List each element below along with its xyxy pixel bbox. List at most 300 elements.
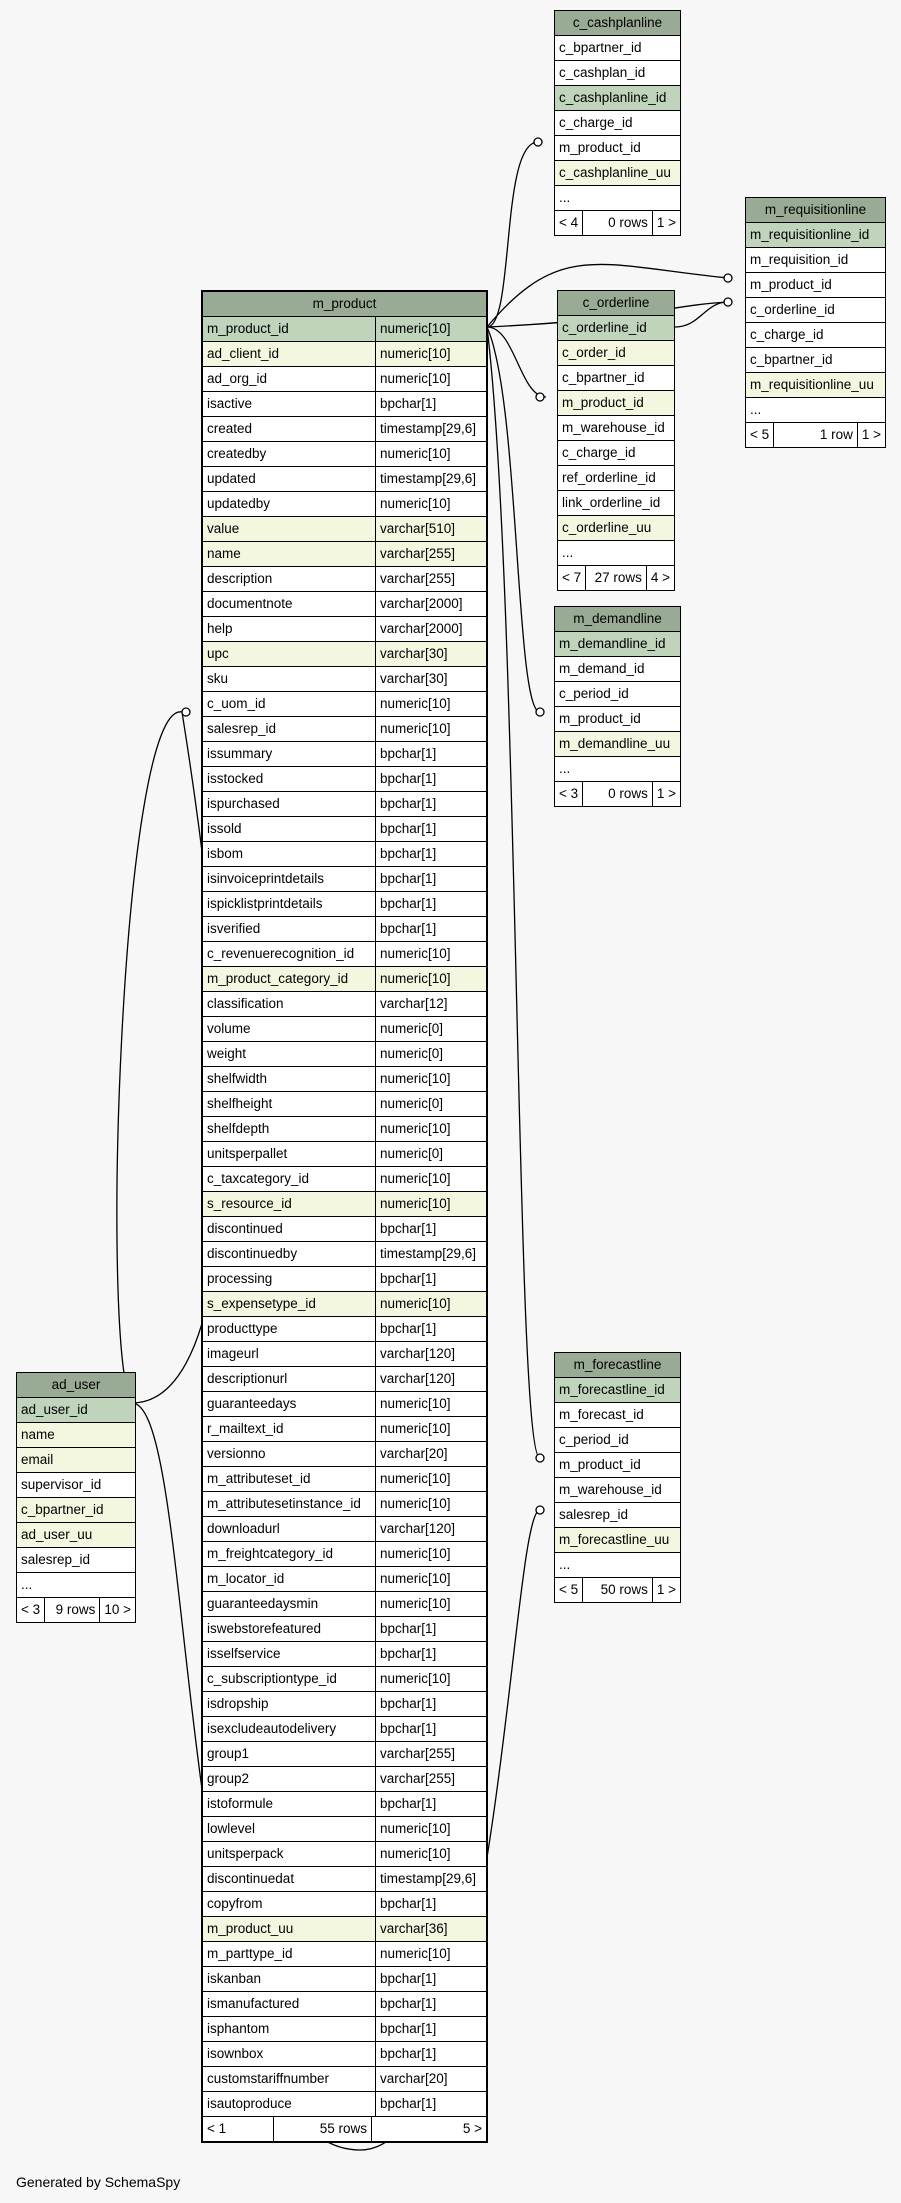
- column-row[interactable]: [203, 442, 486, 467]
- column-row[interactable]: [558, 391, 674, 416]
- column-name: r_mailtext_id: [203, 1417, 376, 1441]
- column-row[interactable]: [555, 707, 680, 732]
- column-list: [746, 223, 885, 423]
- column-name: name: [203, 542, 376, 566]
- column-row[interactable]: [555, 1453, 680, 1478]
- column-name: group2: [203, 1767, 376, 1791]
- column-row[interactable]: [555, 1378, 680, 1403]
- column-row[interactable]: [203, 567, 486, 592]
- column-type: numeric[10]: [380, 1946, 451, 1961]
- column-name: createdby: [203, 442, 376, 466]
- column-type: bpchar[1]: [380, 896, 437, 911]
- column-type: numeric[10]: [380, 971, 451, 986]
- column-type: numeric[10]: [380, 1846, 451, 1861]
- column-row[interactable]: [203, 2092, 486, 2117]
- children-link[interactable]: 5 >: [462, 2121, 482, 2136]
- column-name: guaranteedaysmin: [203, 1592, 376, 1616]
- column-name: m_product_id: [559, 711, 641, 726]
- column-type: varchar[20]: [380, 1446, 448, 1461]
- column-name: volume: [203, 1017, 376, 1041]
- column-name: issold: [203, 817, 376, 841]
- column-type: varchar[255]: [380, 1746, 456, 1761]
- column-row[interactable]: [203, 1092, 486, 1117]
- column-name: isautoproduce: [203, 2092, 376, 2116]
- column-type: bpchar[1]: [380, 2046, 437, 2061]
- column-name: ...: [559, 1557, 571, 1572]
- column-type: varchar[120]: [380, 1521, 456, 1536]
- column-name: c_orderline_uu: [562, 520, 652, 535]
- column-name: c_revenuerecognition_id: [203, 942, 376, 966]
- column-type: numeric[10]: [380, 321, 451, 336]
- column-row[interactable]: [203, 1617, 486, 1642]
- column-row[interactable]: [203, 1917, 486, 1942]
- column-row[interactable]: [203, 342, 486, 367]
- column-row[interactable]: [203, 692, 486, 717]
- column-name: c_subscriptiontype_id: [203, 1667, 376, 1691]
- column-row[interactable]: [555, 161, 680, 186]
- column-row[interactable]: [203, 1117, 486, 1142]
- column-row[interactable]: [203, 1242, 486, 1267]
- parents-link[interactable]: < 3: [555, 782, 583, 806]
- column-row[interactable]: [555, 136, 680, 161]
- column-type: bpchar[1]: [380, 2096, 437, 2111]
- column-row[interactable]: [203, 1167, 486, 1192]
- column-row[interactable]: [203, 792, 486, 817]
- column-type: varchar[120]: [380, 1346, 456, 1361]
- column-list: [203, 317, 486, 2117]
- column-row[interactable]: [555, 1478, 680, 1503]
- column-type: bpchar[1]: [380, 921, 437, 936]
- parents-link[interactable]: < 4: [555, 211, 583, 235]
- column-row[interactable]: [203, 1892, 486, 1917]
- column-type: bpchar[1]: [380, 396, 437, 411]
- row-count: 27 rows: [586, 566, 647, 590]
- column-row[interactable]: [203, 1142, 486, 1167]
- column-name: weight: [203, 1042, 376, 1066]
- column-row[interactable]: [203, 817, 486, 842]
- column-row[interactable]: [203, 1567, 486, 1592]
- column-type: varchar[510]: [380, 521, 456, 536]
- column-type: numeric[10]: [380, 346, 451, 361]
- column-type: varchar[30]: [380, 671, 448, 686]
- column-name: value: [203, 517, 376, 541]
- column-row[interactable]: [203, 517, 486, 542]
- column-name: m_product_id: [750, 277, 832, 292]
- column-row[interactable]: [203, 617, 486, 642]
- column-row[interactable]: [555, 632, 680, 657]
- column-row[interactable]: [555, 1428, 680, 1453]
- column-row[interactable]: [746, 223, 885, 248]
- column-row[interactable]: [558, 516, 674, 541]
- column-name: created: [203, 417, 376, 441]
- column-type: numeric[0]: [380, 1021, 444, 1036]
- column-type: numeric[10]: [380, 1496, 451, 1511]
- column-row[interactable]: [17, 1473, 135, 1498]
- column-row[interactable]: [203, 1292, 486, 1317]
- table-footer: [17, 1598, 135, 1622]
- column-name: issummary: [203, 742, 376, 766]
- column-name: m_freightcategory_id: [203, 1542, 376, 1566]
- column-row[interactable]: [203, 942, 486, 967]
- column-name: unitsperpack: [203, 1842, 376, 1866]
- column-type: varchar[255]: [380, 546, 456, 561]
- column-row[interactable]: [203, 1742, 486, 1767]
- parents-link[interactable]: < 5: [746, 423, 774, 447]
- column-row[interactable]: [555, 186, 680, 211]
- table-m_demandline[interactable]: [554, 606, 681, 807]
- column-row[interactable]: [17, 1523, 135, 1548]
- column-type: timestamp[29,6]: [380, 1246, 477, 1261]
- column-row[interactable]: [17, 1548, 135, 1573]
- table-c_orderline[interactable]: [557, 290, 675, 591]
- children-link[interactable]: 1 >: [861, 427, 881, 442]
- column-row[interactable]: [203, 1192, 486, 1217]
- column-type: numeric[10]: [380, 1396, 451, 1411]
- column-row[interactable]: [203, 1842, 486, 1867]
- column-type: numeric[10]: [380, 1671, 451, 1686]
- column-name: m_demand_id: [559, 661, 645, 676]
- table-header[interactable]: c_cashplanline: [555, 11, 680, 36]
- column-name: ...: [559, 190, 571, 205]
- column-type: varchar[255]: [380, 1771, 456, 1786]
- column-row[interactable]: [555, 61, 680, 86]
- column-row[interactable]: [746, 398, 885, 423]
- column-row[interactable]: [746, 273, 885, 298]
- column-name: c_charge_id: [559, 115, 633, 130]
- column-row[interactable]: [746, 323, 885, 348]
- column-type: numeric[0]: [380, 1096, 444, 1111]
- column-row[interactable]: [746, 248, 885, 273]
- column-row[interactable]: [203, 1667, 486, 1692]
- column-name: updatedby: [203, 492, 376, 516]
- column-name: m_product_id: [562, 395, 644, 410]
- table-m_requisitionline[interactable]: [745, 197, 886, 448]
- column-row[interactable]: [203, 1417, 486, 1442]
- table-ad_user[interactable]: [16, 1372, 136, 1623]
- column-type: numeric[10]: [380, 696, 451, 711]
- column-name: classification: [203, 992, 376, 1016]
- column-name: isdropship: [203, 1692, 376, 1716]
- column-name: shelfheight: [203, 1092, 376, 1116]
- column-name: salesrep_id: [21, 1552, 91, 1567]
- column-type: bpchar[1]: [380, 1621, 437, 1636]
- column-row[interactable]: [746, 373, 885, 398]
- row-count: 0 rows: [583, 782, 653, 806]
- column-type: bpchar[1]: [380, 1971, 437, 1986]
- column-row[interactable]: [203, 742, 486, 767]
- column-row[interactable]: [558, 316, 674, 341]
- column-row[interactable]: [203, 1042, 486, 1067]
- column-row[interactable]: [203, 317, 486, 342]
- column-name: isselfservice: [203, 1642, 376, 1666]
- column-name: description: [203, 567, 376, 591]
- column-name: ...: [21, 1577, 33, 1592]
- column-row[interactable]: [203, 1792, 486, 1817]
- column-row[interactable]: [203, 1267, 486, 1292]
- table-header[interactable]: m_forecastline: [555, 1353, 680, 1378]
- column-name: ...: [559, 761, 571, 776]
- column-row[interactable]: [203, 467, 486, 492]
- table-footer: [746, 423, 885, 447]
- column-name: c_charge_id: [562, 445, 636, 460]
- column-name: iswebstorefeatured: [203, 1617, 376, 1641]
- row-count: 1 row: [774, 423, 858, 447]
- column-name: m_warehouse_id: [562, 420, 665, 435]
- column-name: iskanban: [203, 1967, 376, 1991]
- column-type: bpchar[1]: [380, 821, 437, 836]
- column-name: ref_orderline_id: [562, 470, 656, 485]
- column-row[interactable]: [203, 1442, 486, 1467]
- column-row[interactable]: [746, 298, 885, 323]
- column-type: varchar[120]: [380, 1371, 456, 1386]
- column-row[interactable]: [203, 717, 486, 742]
- column-row[interactable]: [203, 1642, 486, 1667]
- column-name: ...: [750, 402, 762, 417]
- column-type: bpchar[1]: [380, 1221, 437, 1236]
- generated-by-label: Generated by SchemaSpy: [16, 2174, 181, 2190]
- column-row[interactable]: [203, 1067, 486, 1092]
- column-type: varchar[30]: [380, 646, 448, 661]
- table-header[interactable]: m_requisitionline: [746, 198, 885, 223]
- column-row[interactable]: [203, 1392, 486, 1417]
- column-row[interactable]: [203, 642, 486, 667]
- table-m_forecastline[interactable]: [554, 1352, 681, 1603]
- children-link[interactable]: 1 >: [656, 1582, 676, 1597]
- column-name: imageurl: [203, 1342, 376, 1366]
- column-name: m_product_id: [559, 140, 641, 155]
- column-type: bpchar[1]: [380, 2021, 437, 2036]
- column-name: m_parttype_id: [203, 1942, 376, 1966]
- parents-link[interactable]: < 1: [203, 2117, 274, 2141]
- column-type: numeric[10]: [380, 1196, 451, 1211]
- table-header[interactable]: m_product: [203, 292, 486, 317]
- column-row[interactable]: [203, 1867, 486, 1892]
- column-name: ad_client_id: [203, 342, 376, 366]
- column-name: isexcludeautodelivery: [203, 1717, 376, 1741]
- column-name: m_demandline_id: [559, 636, 666, 651]
- column-type: numeric[10]: [380, 1821, 451, 1836]
- children-link[interactable]: 1 >: [656, 215, 676, 230]
- row-count: 9 rows: [45, 1598, 100, 1622]
- table-header[interactable]: c_orderline: [558, 291, 674, 316]
- column-name: m_warehouse_id: [559, 1482, 662, 1497]
- column-row[interactable]: [558, 341, 674, 366]
- parents-link[interactable]: < 3: [17, 1598, 45, 1622]
- column-row[interactable]: [203, 1367, 486, 1392]
- column-row[interactable]: [203, 492, 486, 517]
- column-name: m_forecast_id: [559, 1407, 644, 1422]
- column-type: bpchar[1]: [380, 871, 437, 886]
- column-row[interactable]: [203, 892, 486, 917]
- column-row[interactable]: [555, 36, 680, 61]
- column-row[interactable]: [203, 1767, 486, 1792]
- column-row[interactable]: [17, 1423, 135, 1448]
- column-name: c_bpartner_id: [562, 370, 645, 385]
- column-row[interactable]: [555, 682, 680, 707]
- column-row[interactable]: [203, 542, 486, 567]
- column-name: ad_org_id: [203, 367, 376, 391]
- column-type: varchar[255]: [380, 571, 456, 586]
- column-row[interactable]: [203, 417, 486, 442]
- column-name: versionno: [203, 1442, 376, 1466]
- column-row[interactable]: [203, 842, 486, 867]
- column-name: c_cashplan_id: [559, 65, 646, 80]
- column-type: bpchar[1]: [380, 796, 437, 811]
- column-name: isstocked: [203, 767, 376, 791]
- column-name: m_requisition_id: [750, 252, 849, 267]
- column-type: numeric[10]: [380, 721, 451, 736]
- column-row[interactable]: [558, 466, 674, 491]
- column-type: numeric[10]: [380, 1421, 451, 1436]
- column-name: name: [21, 1427, 55, 1442]
- column-row[interactable]: [17, 1398, 135, 1423]
- column-type: numeric[10]: [380, 446, 451, 461]
- column-row[interactable]: [558, 441, 674, 466]
- column-row[interactable]: [746, 348, 885, 373]
- column-name: isverified: [203, 917, 376, 941]
- column-name: m_product_id: [203, 317, 376, 341]
- column-row[interactable]: [203, 1342, 486, 1367]
- column-row[interactable]: [17, 1573, 135, 1598]
- column-type: numeric[10]: [380, 1296, 451, 1311]
- column-type: numeric[10]: [380, 1571, 451, 1586]
- column-row[interactable]: [555, 657, 680, 682]
- column-row[interactable]: [203, 1317, 486, 1342]
- row-count: 55 rows: [274, 2117, 372, 2141]
- column-row[interactable]: [203, 1692, 486, 1717]
- column-row[interactable]: [555, 1553, 680, 1578]
- column-row[interactable]: [555, 86, 680, 111]
- table-footer: [203, 2117, 486, 2141]
- column-type: numeric[10]: [380, 1596, 451, 1611]
- column-name: ispicklistprintdetails: [203, 892, 376, 916]
- column-row[interactable]: [203, 667, 486, 692]
- column-name: m_product_uu: [203, 1917, 376, 1941]
- column-type: bpchar[1]: [380, 1721, 437, 1736]
- column-row[interactable]: [17, 1498, 135, 1523]
- column-name: m_requisitionline_uu: [750, 377, 874, 392]
- column-row[interactable]: [203, 592, 486, 617]
- children-link[interactable]: 10 >: [104, 1602, 131, 1617]
- row-count: 0 rows: [583, 211, 653, 235]
- table-header[interactable]: m_demandline: [555, 607, 680, 632]
- column-row[interactable]: [203, 1467, 486, 1492]
- column-row[interactable]: [555, 732, 680, 757]
- column-name: ad_user_uu: [21, 1527, 93, 1542]
- column-row[interactable]: [203, 1717, 486, 1742]
- column-name: salesrep_id: [559, 1507, 629, 1522]
- column-type: timestamp[29,6]: [380, 1871, 477, 1886]
- column-row[interactable]: [203, 1942, 486, 1967]
- column-row[interactable]: [203, 967, 486, 992]
- column-row[interactable]: [203, 767, 486, 792]
- column-row[interactable]: [203, 2067, 486, 2092]
- column-name: isinvoiceprintdetails: [203, 867, 376, 891]
- column-name: discontinued: [203, 1217, 376, 1241]
- column-row[interactable]: [203, 367, 486, 392]
- column-name: processing: [203, 1267, 376, 1291]
- column-type: numeric[10]: [380, 371, 451, 386]
- column-row[interactable]: [203, 1017, 486, 1042]
- column-row[interactable]: [203, 392, 486, 417]
- children-link[interactable]: 1 >: [656, 786, 676, 801]
- column-type: numeric[10]: [380, 496, 451, 511]
- column-name: discontinuedat: [203, 1867, 376, 1891]
- column-name: s_expensetype_id: [203, 1292, 376, 1316]
- column-type: bpchar[1]: [380, 1896, 437, 1911]
- column-row[interactable]: [203, 992, 486, 1017]
- column-row[interactable]: [203, 1992, 486, 2017]
- column-name: isactive: [203, 392, 376, 416]
- column-name: discontinuedby: [203, 1242, 376, 1266]
- column-type: varchar[2000]: [380, 621, 463, 636]
- column-name: c_bpartner_id: [750, 352, 833, 367]
- column-row[interactable]: [203, 2042, 486, 2067]
- column-row[interactable]: [555, 1403, 680, 1428]
- column-row[interactable]: [555, 1503, 680, 1528]
- children-link[interactable]: 4 >: [650, 570, 670, 585]
- column-name: ...: [562, 545, 574, 560]
- column-row[interactable]: [203, 1817, 486, 1842]
- column-row[interactable]: [203, 1592, 486, 1617]
- column-type: varchar[36]: [380, 1921, 448, 1936]
- table-header[interactable]: ad_user: [17, 1373, 135, 1398]
- column-row[interactable]: [203, 1542, 486, 1567]
- column-name: sku: [203, 667, 376, 691]
- column-name: m_product_id: [559, 1457, 641, 1472]
- column-type: bpchar[1]: [380, 846, 437, 861]
- column-name: email: [21, 1452, 54, 1467]
- column-type: numeric[10]: [380, 1071, 451, 1086]
- column-name: c_period_id: [559, 686, 629, 701]
- column-row[interactable]: [203, 1517, 486, 1542]
- column-row[interactable]: [203, 1967, 486, 1992]
- column-type: numeric[10]: [380, 1171, 451, 1186]
- column-row[interactable]: [555, 757, 680, 782]
- column-type: varchar[12]: [380, 996, 448, 1011]
- column-name: link_orderline_id: [562, 495, 661, 510]
- column-type: bpchar[1]: [380, 746, 437, 761]
- column-row[interactable]: [17, 1448, 135, 1473]
- column-row[interactable]: [558, 416, 674, 441]
- column-name: customstariffnumber: [203, 2067, 376, 2091]
- table-c_cashplanline[interactable]: [554, 10, 681, 236]
- column-name: salesrep_id: [203, 717, 376, 741]
- column-name: m_forecastline_uu: [559, 1532, 670, 1547]
- column-type: bpchar[1]: [380, 771, 437, 786]
- column-row[interactable]: [203, 1492, 486, 1517]
- column-row[interactable]: [558, 366, 674, 391]
- column-row[interactable]: [203, 917, 486, 942]
- parents-link[interactable]: < 5: [555, 1578, 583, 1602]
- column-name: group1: [203, 1742, 376, 1766]
- column-row[interactable]: [203, 1217, 486, 1242]
- column-name: descriptionurl: [203, 1367, 376, 1391]
- column-row[interactable]: [558, 491, 674, 516]
- column-type: numeric[10]: [380, 946, 451, 961]
- column-row[interactable]: [203, 867, 486, 892]
- column-type: bpchar[1]: [380, 1321, 437, 1336]
- column-name: ispurchased: [203, 792, 376, 816]
- parents-link[interactable]: < 7: [558, 566, 586, 590]
- column-row[interactable]: [555, 111, 680, 136]
- column-row[interactable]: [558, 541, 674, 566]
- column-name: c_orderline_id: [562, 320, 647, 335]
- column-type: timestamp[29,6]: [380, 421, 477, 436]
- table-m_product[interactable]: [201, 290, 488, 2143]
- column-row[interactable]: [203, 2017, 486, 2042]
- column-row[interactable]: [555, 1528, 680, 1553]
